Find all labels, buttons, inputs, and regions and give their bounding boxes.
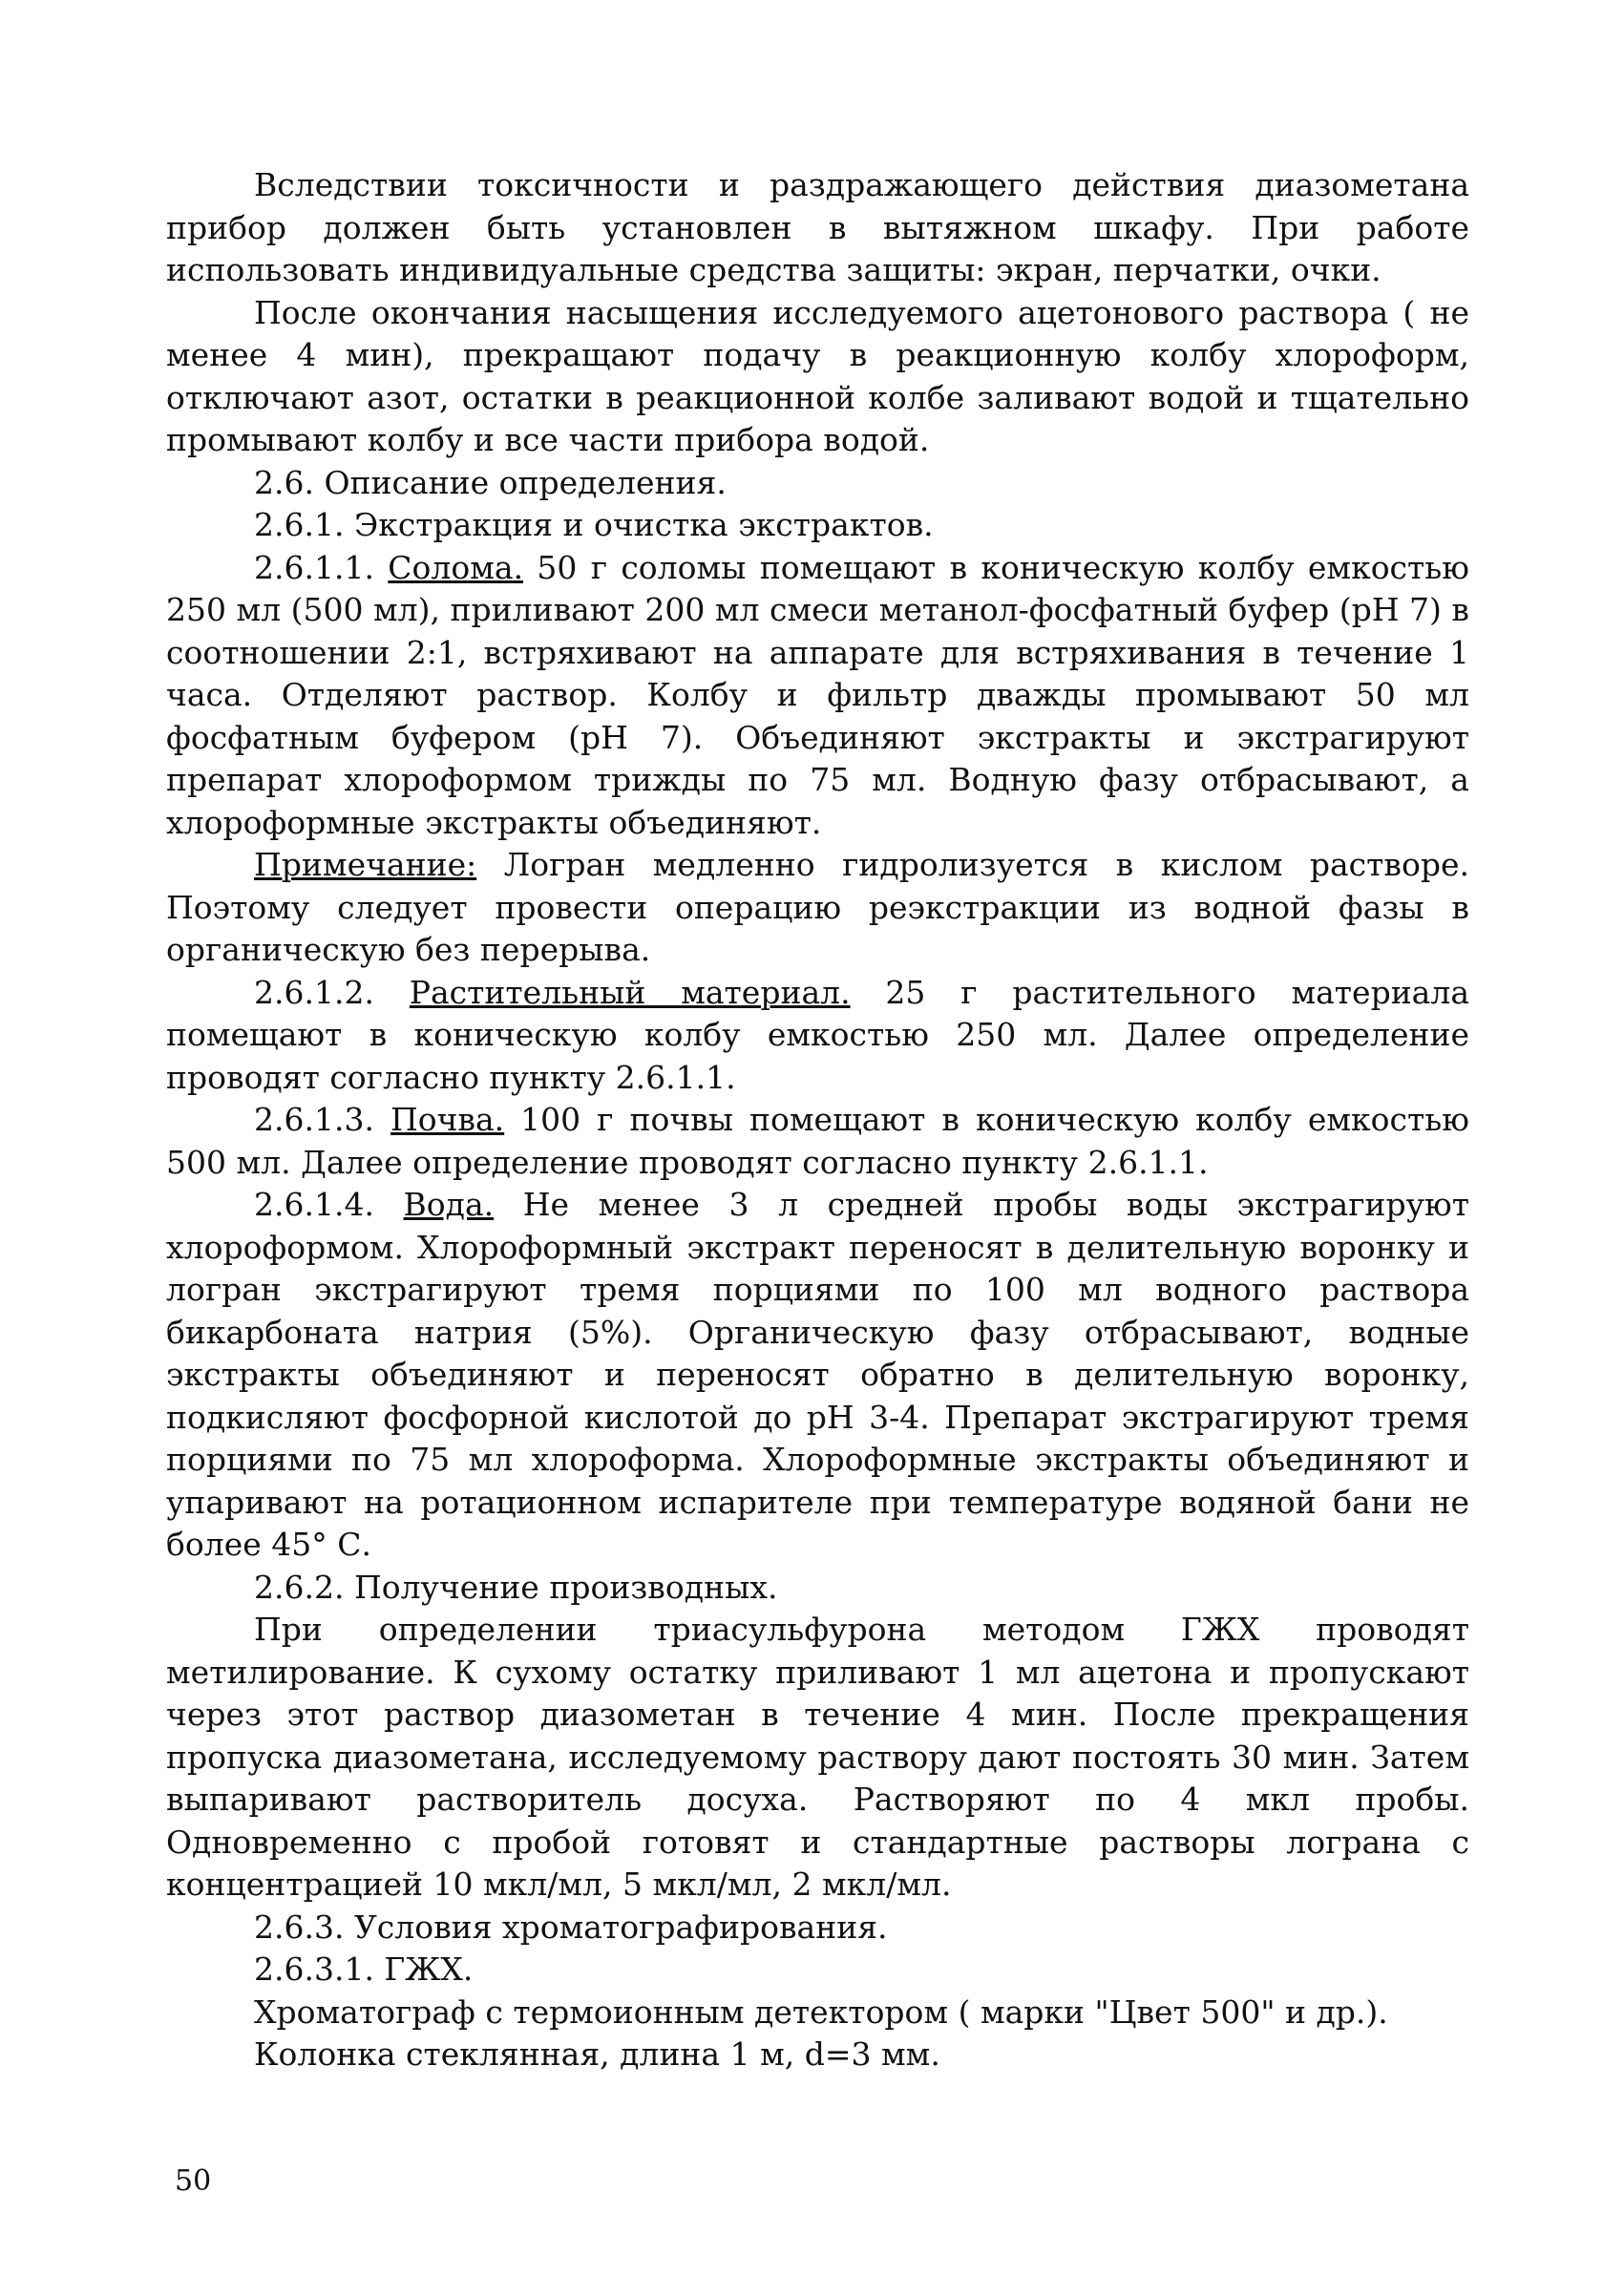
paragraph-text: Хроматограф с термоионным детектором ( марки "Цвет 500" и др.). (254, 1992, 1388, 2031)
paragraph-column (166, 2034, 1469, 2077)
paragraph-after-saturation (166, 292, 1469, 462)
page-number: 50 (175, 2164, 212, 2198)
document-body (166, 164, 1469, 2077)
paragraph-text: 25 г растительного материала помещают в коническую колбу емкостью 250 мл. Далее определение проводят согласно пункту 2.6.1.1. (166, 973, 1469, 1096)
clause-label: Вода. (403, 1186, 495, 1223)
paragraph-derivatives (166, 1609, 1469, 1907)
section-heading-2-6-3-1 (166, 1949, 1469, 1992)
paragraph-text: Логран медленно гидролизуется в кислом растворе. Поэтому следует провести операцию реэкстракции из водной фазы в органическую без перерыва. (166, 846, 1469, 968)
clause-number: 2.6.1.2. (254, 973, 410, 1011)
clause-label: Почва. (390, 1101, 505, 1138)
heading-text: 2.6.1. Экстракция и очистка экстрактов. (254, 506, 934, 543)
heading-text: 2.6. Описание определения. (254, 463, 727, 501)
clause-number: 2.6.1.1. (254, 548, 389, 586)
section-heading-2-6-3 (166, 1907, 1469, 1950)
clause-number: 2.6.1.4. (254, 1186, 404, 1223)
section-heading-2-6-1 (166, 504, 1469, 547)
paragraph-text: Не менее 3 л средней пробы воды экстрагируют хлороформом. Хлороформный экстракт переносят в делительную воронку и логран экстрагируют тремя порциями по 100 мл водного раствора бикарбоната натрия (5%). Органическую фазу отбрасывают, водные экстракты объединяют и переносят обратно в делительную воронку, подкисляют фосфорной кислотой до рН 3-4. Препарат экстрагируют тремя порциями по 75 мл хлороформа. Хлороформные экстракты объединяют и упаривают на ротационном испарителе при температуре водяной бани не более 45° С. (166, 1186, 1470, 1563)
paragraph-text: 100 г почвы помещают в коническую колбу емкостью 500 мл. Далее определение проводят согласно пункту 2.6.1.1. (166, 1101, 1469, 1181)
paragraph-soil (166, 1099, 1469, 1184)
paragraph-text: Колонка стеклянная, длина 1 м, d=3 мм. (254, 2035, 940, 2073)
clause-label: Солома. (388, 548, 524, 586)
paragraph-water (166, 1184, 1469, 1567)
paragraph-text: При определении триасульфурона методом ГЖХ проводят метилирование. К сухому остатку приливают 1 мл ацетона и пропускают через этот раствор диазометан в течение 4 мин. После прекращения пропуска диазометана, исследуемому раствору дают постоять 30 мин. Затем выпаривают растворитель досуха. Растворяют по 4 мкл пробы. Одновременно с пробой готовят и стандартные растворы лограна с концентрацией 10 мкл/мл, 5 мкл/мл, 2 мкл/мл. (166, 1611, 1469, 1903)
section-heading-2-6-2 (166, 1567, 1469, 1610)
paragraph-chromatograph (166, 1992, 1469, 2035)
paragraph-text: Вследствии токсичности и раздражающего действия диазометана прибор должен быть установлен в вытяжном шкафу. При работе использовать индивидуальные средства защиты: экран, перчатки, очки. (166, 166, 1469, 288)
heading-text: 2.6.3. Условия хроматографирования. (254, 1908, 888, 1946)
clause-number: 2.6.1.3. (254, 1101, 390, 1138)
heading-text: 2.6.2. Получение производных. (254, 1568, 778, 1606)
paragraph-safety (166, 164, 1469, 292)
paragraph-note (166, 844, 1469, 972)
paragraph-text: 50 г соломы помещают в коническую колбу емкостью 250 мл (500 мл), приливают 200 мл смеси метанол-фосфатный буфер (рН 7) в соотношении 2:1, встряхивают на аппарате для встряхивания в течение 1 часа. Отделяют раствор. Колбу и фильтр дважды промывают 50 мл фосфатным буфером (рН 7). Объединяют экстракты и экстрагируют препарат хлороформом трижды по 75 мл. Водную фазу отбрасывают, а хлороформные экстракты объединяют. (166, 548, 1469, 841)
paragraph-plant-material (166, 972, 1469, 1100)
note-label: Примечание: (254, 846, 477, 883)
clause-label: Растительный материал. (409, 973, 851, 1011)
heading-text: 2.6.3.1. ГЖХ. (254, 1950, 474, 1988)
paragraph-straw (166, 547, 1469, 845)
section-heading-2-6 (166, 462, 1469, 505)
paragraph-text: После окончания насыщения исследуемого ацетонового раствора ( не менее 4 мин), прекращают подачу в реакционную колбу хлороформ, отключают азот, остатки в реакционной колбе заливают водой и тщательно промывают колбу и все части прибора водой. (166, 293, 1469, 458)
